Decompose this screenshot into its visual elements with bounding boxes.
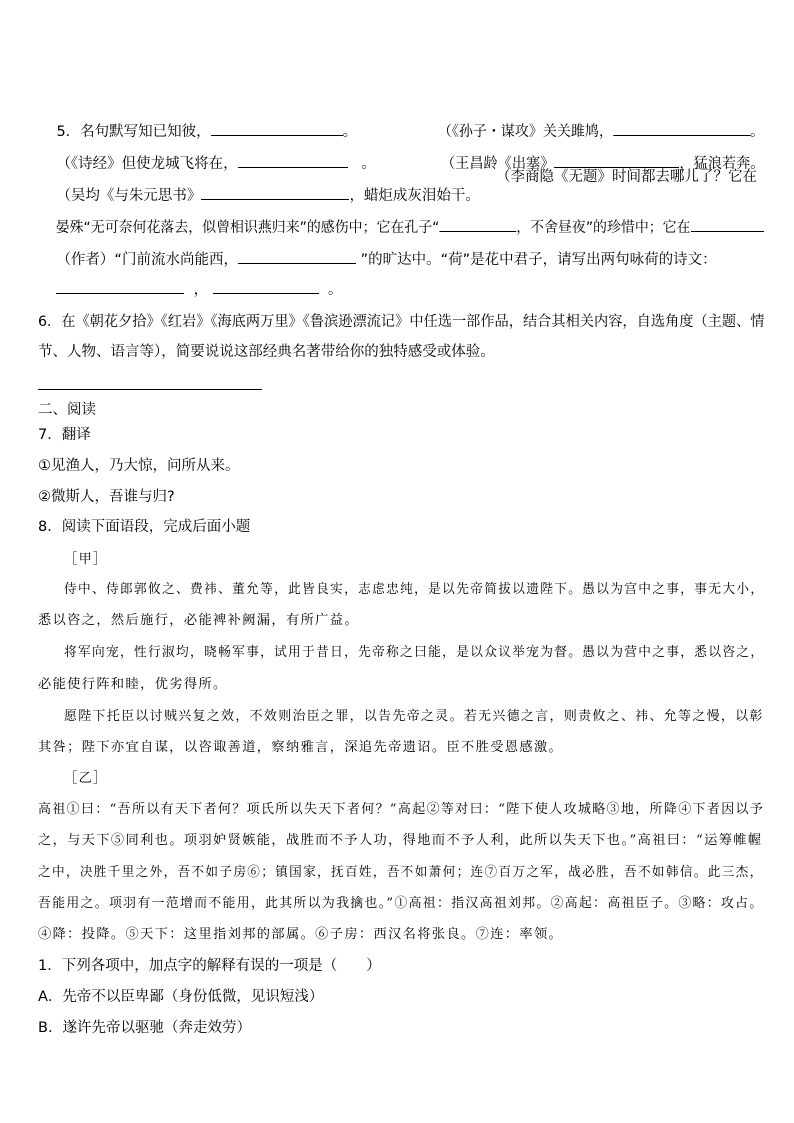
q7-item-1: ①见渔人，乃大惊，问所从来。: [38, 458, 240, 474]
q5-text: （作者）“门前流水尚能西，: [56, 252, 238, 268]
q5-text: （《诗经》但使龙城飞将在，: [56, 156, 238, 172]
answer-blank[interactable]: [211, 122, 343, 136]
answer-blank[interactable]: [56, 280, 184, 294]
q7-title: 7．翻译: [38, 427, 91, 443]
answer-blank[interactable]: [554, 154, 679, 168]
q5-text: 5．名句默写知已知彼，: [56, 124, 211, 140]
passage-yi-line: 之，与天下⑤同利也。项羽妒贤嫉能，战胜而不予人功，得地而不予人利，此所以失天下也。”高祖曰：“运筹帷幄: [38, 833, 763, 848]
q5-text: 。: [327, 282, 343, 298]
q5-text: ，: [193, 282, 209, 298]
q5-text: ”的旷达中。“荷”是花中君子，请写出两句咏荷的诗文：: [360, 252, 717, 268]
passage-jia-line: 其咎；陛下亦宜自谋，以咨诹善道，察纳雅言，深追先帝遗诏。臣不胜受恩感激。: [38, 740, 564, 755]
answer-blank[interactable]: [238, 154, 348, 168]
passage-jia-line: 将军向宠，性行淑均，晓畅军事，试用于昔日，先帝称之曰能，是以众议举宠为督。愚以为营中之事，悉以咨之，: [64, 645, 765, 660]
q5-text: 。: [750, 124, 765, 140]
passage-yi-line: 之中，决胜千里之外，吾不如子房⑥；镇国家，抚百姓，吾不如萧何；连⑦百万之军，战必胜，吾不如韩信。此三杰，: [38, 865, 764, 880]
answer-line[interactable]: [38, 389, 262, 390]
passage-jia-label: ［甲］: [64, 552, 108, 567]
q5-text: （吴均《与朱元思书》: [56, 188, 202, 204]
q5-text: 。: [361, 156, 377, 172]
q6-line1: 6．在《朝花夕拾》《红岩》《海底两万里》《鲁滨逊漂流记》中任选一部作品，结合其相关内容，自选角度（主题、情: [38, 314, 765, 330]
option-a[interactable]: A．先帝不以臣卑鄙（身份低微，见识短浅）: [38, 989, 324, 1005]
passage-jia-line: 悉以咨之，然后施行，必能裨补阙漏，有所广益。: [38, 613, 359, 628]
q8-title: 8．阅读下面语段，完成后面小题: [38, 519, 251, 535]
passage-yi-line: ④降：投降。⑤天下：这里指刘邦的部属。⑥子房：西汉名将张良。⑦连：率领。: [38, 927, 564, 942]
q5-text: ，不舍昼夜”的珍惜中；它在: [516, 220, 691, 236]
q5-line6: [38, 262, 342, 317]
q5-line3-right: （李商隐《无题》时间都去哪儿了？它在: [496, 169, 757, 185]
q5-text: （王昌龄《出塞》: [441, 156, 555, 172]
passage-jia-line: 侍中、侍郎郭攸之、费祎、董允等，此皆良实，志虑忠纯，是以先帝简拔以遗陛下。愚以为宫中之事，事无大小，: [64, 582, 765, 597]
q5-text: （《孙子・谋攻》关关雎鸠，: [437, 124, 613, 140]
passage-yi-label: ［乙］: [64, 771, 108, 786]
option-b[interactable]: B．遂许先帝以驱驰（奔走效劳）: [38, 1020, 251, 1036]
passage-yi-line: 吾能用之。项羽有一范增而不能用，此其所以为我擒也。”①高祖：指汉高祖刘邦。②高起：高祖臣子。③略：攻占。: [38, 896, 764, 911]
answer-blank[interactable]: [213, 280, 319, 294]
answer-blank[interactable]: [439, 218, 516, 232]
q6-line2: 节、人物、语言等），简要说说这部经典名著带给你的独特感受或体验。: [38, 344, 495, 360]
q7-item-2: ②微斯人，吾谁与归?: [38, 489, 175, 505]
passage-yi-line: 高祖①曰：“吾所以有天下者何？项氏所以失天下者何？”高起②等对曰：“陛下使人攻城略③地，所降④下者因以予: [38, 802, 765, 817]
section-heading: 二、阅读: [38, 402, 96, 418]
answer-blank[interactable]: [613, 122, 750, 136]
sub-question-stem: 1．下列各项中，加点字的解释有误的一项是（ ）: [38, 958, 381, 974]
passage-jia-line: 必能使行阵和睦，优劣得所。: [38, 677, 228, 692]
q5-text: 晏殊“无可奈何花落去，似曾相识燕归来”的感伤中；它在孔子“: [55, 220, 440, 236]
answer-blank[interactable]: [201, 186, 349, 200]
q5-text: 。: [342, 124, 358, 140]
answer-blank[interactable]: [691, 218, 764, 232]
q5-text: ，猛浪若奔。: [679, 156, 765, 172]
passage-jia-line: 愿陛下托臣以讨贼兴复之效，不效则治臣之罪，以告先帝之灵。若无兴德之言，则责攸之、祎、允等之慢，以彰: [64, 709, 764, 724]
q5-text: ，蜡炬成灰泪始干。: [349, 188, 480, 204]
